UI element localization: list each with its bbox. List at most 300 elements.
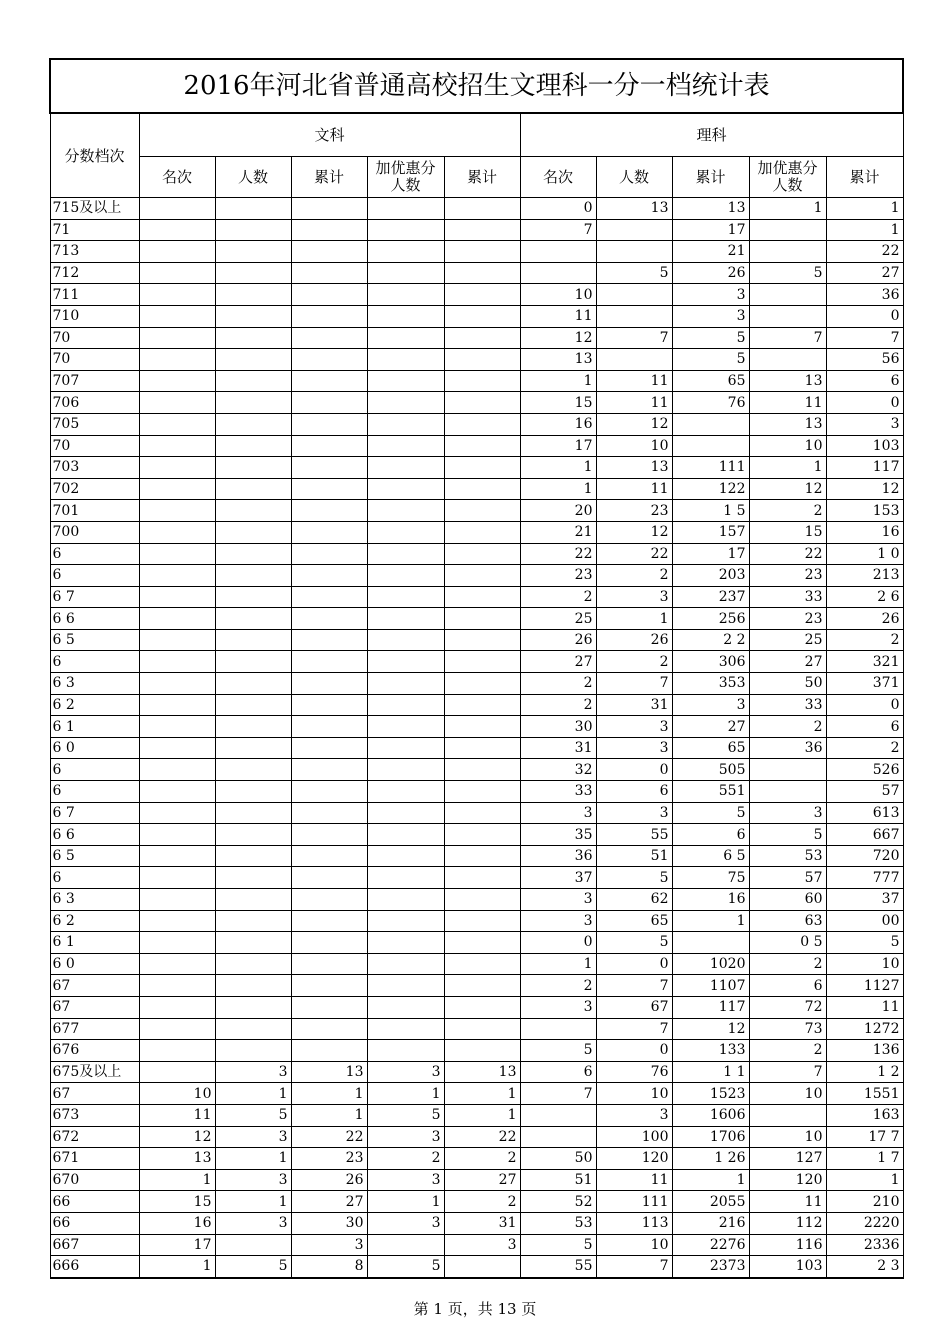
- table-cell: 2: [444, 1148, 520, 1170]
- score-cell: 666: [50, 1256, 139, 1278]
- table-row: [50, 673, 903, 695]
- table-cell: 3: [215, 1212, 291, 1234]
- table-cell: [444, 478, 520, 500]
- table-cell: 11: [596, 478, 672, 500]
- table-cell: 30: [520, 716, 596, 738]
- table-cell: [139, 435, 215, 457]
- table-cell: 1: [139, 1169, 215, 1191]
- table-cell: 1: [672, 910, 749, 932]
- table-cell: [367, 478, 444, 500]
- score-cell: 6 3: [50, 673, 139, 695]
- table-cell: [291, 435, 367, 457]
- table-cell: 10: [749, 435, 826, 457]
- table-cell: 256: [672, 608, 749, 630]
- table-cell: [215, 521, 291, 543]
- score-cell: 703: [50, 457, 139, 479]
- table-cell: 13: [596, 457, 672, 479]
- table-cell: [520, 1018, 596, 1040]
- table-cell: [139, 781, 215, 803]
- table-row: [50, 565, 903, 587]
- table-cell: 15: [749, 521, 826, 543]
- table-cell: 27: [826, 262, 903, 284]
- table-cell: 10: [749, 1083, 826, 1105]
- table-cell: [444, 802, 520, 824]
- score-cell: 673: [50, 1104, 139, 1126]
- table-cell: [444, 889, 520, 911]
- table-cell: [291, 521, 367, 543]
- table-cell: 51: [520, 1169, 596, 1191]
- table-cell: 237: [672, 586, 749, 608]
- score-cell: 710: [50, 305, 139, 327]
- table-cell: 13: [672, 198, 749, 220]
- table-row: [50, 824, 903, 846]
- score-cell: 6 3: [50, 889, 139, 911]
- table-cell: 353: [672, 673, 749, 695]
- table-cell: [139, 889, 215, 911]
- score-cell: 677: [50, 1018, 139, 1040]
- table-cell: [444, 262, 520, 284]
- table-cell: [215, 305, 291, 327]
- table-cell: [215, 370, 291, 392]
- table-cell: 57: [749, 867, 826, 889]
- table-cell: 27: [291, 1191, 367, 1213]
- like-bonus-cumulative-header: 累计: [826, 157, 903, 198]
- table-cell: 2276: [672, 1234, 749, 1256]
- table-cell: 5: [596, 262, 672, 284]
- table-cell: 3: [367, 1061, 444, 1083]
- table-cell: 3: [672, 305, 749, 327]
- table-cell: [444, 521, 520, 543]
- table-cell: 22: [596, 543, 672, 565]
- table-cell: 21: [520, 521, 596, 543]
- table-cell: 22: [444, 1126, 520, 1148]
- table-cell: 6: [749, 975, 826, 997]
- table-cell: [367, 392, 444, 414]
- table-cell: 60: [749, 889, 826, 911]
- table-cell: 23: [749, 565, 826, 587]
- table-row: [50, 1191, 903, 1213]
- table-cell: 5: [596, 932, 672, 954]
- table-cell: 16: [139, 1212, 215, 1234]
- table-cell: [444, 284, 520, 306]
- table-cell: 3: [367, 1212, 444, 1234]
- table-cell: 21: [672, 241, 749, 263]
- table-cell: [749, 284, 826, 306]
- table-cell: 7: [826, 327, 903, 349]
- table-cell: 3: [672, 284, 749, 306]
- table-cell: 1: [215, 1191, 291, 1213]
- table-cell: [215, 219, 291, 241]
- wenke-bonus-cumulative-header: 累计: [444, 157, 520, 198]
- table-cell: [444, 716, 520, 738]
- table-row: [50, 889, 903, 911]
- table-cell: [215, 651, 291, 673]
- table-cell: [215, 759, 291, 781]
- table-cell: [367, 349, 444, 371]
- table-cell: 157: [672, 521, 749, 543]
- table-cell: [444, 608, 520, 630]
- table-row: [50, 241, 903, 263]
- score-cell: 6 0: [50, 953, 139, 975]
- table-cell: [367, 716, 444, 738]
- table-row: [50, 543, 903, 565]
- table-row: [50, 867, 903, 889]
- table-cell: [139, 241, 215, 263]
- table-cell: 50: [749, 673, 826, 695]
- table-cell: 3: [596, 716, 672, 738]
- table-cell: 5: [672, 327, 749, 349]
- table-cell: [367, 996, 444, 1018]
- table-row: [50, 845, 903, 867]
- table-cell: [367, 737, 444, 759]
- table-cell: 53: [749, 845, 826, 867]
- table-cell: 5: [520, 1234, 596, 1256]
- table-cell: [367, 673, 444, 695]
- table-row: [50, 608, 903, 630]
- table-cell: 111: [596, 1191, 672, 1213]
- table-cell: 25: [749, 629, 826, 651]
- table-cell: 12: [826, 478, 903, 500]
- score-cell: 713: [50, 241, 139, 263]
- table-cell: [367, 1018, 444, 1040]
- table-cell: 10: [596, 1234, 672, 1256]
- table-cell: [215, 262, 291, 284]
- table-cell: [139, 716, 215, 738]
- table-cell: [444, 392, 520, 414]
- table-cell: [215, 327, 291, 349]
- score-cell: 71: [50, 219, 139, 241]
- table-cell: 1: [367, 1191, 444, 1213]
- table-cell: [291, 781, 367, 803]
- score-cell: 70: [50, 349, 139, 371]
- table-cell: 103: [826, 435, 903, 457]
- table-cell: 1: [749, 457, 826, 479]
- table-cell: [139, 673, 215, 695]
- table-cell: [139, 629, 215, 651]
- table-cell: [215, 802, 291, 824]
- table-cell: 2: [520, 673, 596, 695]
- table-row: [50, 651, 903, 673]
- table-cell: [520, 262, 596, 284]
- table-cell: 133: [672, 1040, 749, 1062]
- table-cell: 11: [596, 392, 672, 414]
- table-cell: 10: [139, 1083, 215, 1105]
- table-cell: 613: [826, 802, 903, 824]
- table-cell: 12: [139, 1126, 215, 1148]
- table-cell: [139, 413, 215, 435]
- wenke-cumulative-header: 累计: [291, 157, 367, 198]
- score-cell: 700: [50, 521, 139, 543]
- table-cell: [444, 629, 520, 651]
- table-cell: [139, 284, 215, 306]
- table-row: [50, 198, 903, 220]
- table-cell: 2: [520, 586, 596, 608]
- table-cell: [215, 953, 291, 975]
- table-cell: [215, 586, 291, 608]
- table-cell: 3: [215, 1061, 291, 1083]
- table-cell: 1706: [672, 1126, 749, 1148]
- table-cell: 55: [596, 824, 672, 846]
- table-cell: [367, 284, 444, 306]
- table-cell: 3: [520, 889, 596, 911]
- table-cell: [291, 651, 367, 673]
- table-cell: 2: [749, 716, 826, 738]
- table-cell: 10: [596, 1083, 672, 1105]
- table-cell: [291, 370, 367, 392]
- table-cell: 6: [596, 781, 672, 803]
- table-cell: [215, 1040, 291, 1062]
- table-cell: 1: [139, 1256, 215, 1278]
- table-cell: 3: [291, 1234, 367, 1256]
- table-cell: 1 5: [672, 500, 749, 522]
- table-cell: 120: [749, 1169, 826, 1191]
- table-cell: [367, 435, 444, 457]
- table-cell: [749, 305, 826, 327]
- table-cell: 2: [520, 694, 596, 716]
- table-cell: 0: [826, 694, 903, 716]
- table-row: [50, 1018, 903, 1040]
- table-cell: 1606: [672, 1104, 749, 1126]
- table-cell: 5: [520, 1040, 596, 1062]
- table-cell: [291, 219, 367, 241]
- score-column-header: 分数档次: [50, 113, 139, 198]
- table-cell: 75: [672, 867, 749, 889]
- table-cell: 13: [749, 370, 826, 392]
- table-row: [50, 500, 903, 522]
- table-cell: [215, 781, 291, 803]
- table-cell: 11: [749, 392, 826, 414]
- table-row: [50, 1083, 903, 1105]
- score-cell: 67: [50, 975, 139, 997]
- table-row: [50, 370, 903, 392]
- table-cell: [367, 910, 444, 932]
- table-row: [50, 284, 903, 306]
- table-cell: [291, 305, 367, 327]
- table-cell: [596, 284, 672, 306]
- like-bonus-count-header: 加优惠分人数: [749, 157, 826, 198]
- table-cell: 1: [672, 1169, 749, 1191]
- table-cell: 6: [826, 716, 903, 738]
- table-cell: [367, 867, 444, 889]
- table-cell: 65: [596, 910, 672, 932]
- table-row: [50, 694, 903, 716]
- table-cell: 0: [520, 198, 596, 220]
- score-cell: 6 7: [50, 802, 139, 824]
- table-cell: [596, 219, 672, 241]
- table-cell: [367, 219, 444, 241]
- table-row: [50, 975, 903, 997]
- table-cell: 0: [520, 932, 596, 954]
- table-cell: 0: [826, 392, 903, 414]
- table-row: [50, 802, 903, 824]
- table-cell: 13: [749, 413, 826, 435]
- table-cell: 37: [520, 867, 596, 889]
- table-cell: [367, 543, 444, 565]
- table-cell: [444, 673, 520, 695]
- table-cell: 13: [444, 1061, 520, 1083]
- table-cell: [520, 241, 596, 263]
- table-cell: [139, 219, 215, 241]
- wenke-bonus-count-header: 加优惠分人数: [367, 157, 444, 198]
- table-cell: [291, 586, 367, 608]
- table-cell: [139, 198, 215, 220]
- table-cell: [139, 694, 215, 716]
- table-cell: 120: [596, 1148, 672, 1170]
- table-cell: [444, 975, 520, 997]
- wenke-header: 文科: [139, 113, 520, 157]
- table-cell: [291, 241, 367, 263]
- table-cell: 31: [520, 737, 596, 759]
- table-cell: 111: [672, 457, 749, 479]
- table-cell: [291, 413, 367, 435]
- table-cell: 5: [749, 824, 826, 846]
- score-cell: 6 7: [50, 586, 139, 608]
- score-cell: 6 6: [50, 608, 139, 630]
- table-cell: 1551: [826, 1083, 903, 1105]
- table-cell: 2055: [672, 1191, 749, 1213]
- table-cell: [444, 305, 520, 327]
- table-cell: [291, 716, 367, 738]
- table-cell: [139, 327, 215, 349]
- table-cell: [444, 694, 520, 716]
- table-cell: 5: [672, 802, 749, 824]
- table-cell: [444, 759, 520, 781]
- score-cell: 6 5: [50, 629, 139, 651]
- score-cell: 712: [50, 262, 139, 284]
- table-cell: 1: [367, 1083, 444, 1105]
- like-cumulative-header: 累计: [672, 157, 749, 198]
- table-row: [50, 629, 903, 651]
- table-cell: [215, 543, 291, 565]
- table-cell: 56: [826, 349, 903, 371]
- score-cell: 67: [50, 1083, 139, 1105]
- table-cell: 5: [215, 1104, 291, 1126]
- table-cell: 0: [596, 1040, 672, 1062]
- table-cell: 3: [596, 586, 672, 608]
- table-cell: [367, 327, 444, 349]
- table-row: [50, 392, 903, 414]
- table-cell: 1 26: [672, 1148, 749, 1170]
- table-cell: 117: [826, 457, 903, 479]
- table-cell: [367, 781, 444, 803]
- table-cell: 1 1: [672, 1061, 749, 1083]
- table-cell: 7: [749, 327, 826, 349]
- table-cell: [291, 262, 367, 284]
- score-cell: 715及以上: [50, 198, 139, 220]
- table-cell: [749, 241, 826, 263]
- table-cell: 5: [672, 349, 749, 371]
- table-cell: [139, 1061, 215, 1083]
- score-cell: 6 1: [50, 932, 139, 954]
- table-cell: 7: [749, 1061, 826, 1083]
- like-count-header: 人数: [596, 157, 672, 198]
- table-cell: [291, 1018, 367, 1040]
- table-row: [50, 996, 903, 1018]
- table-cell: [749, 781, 826, 803]
- table-cell: [291, 349, 367, 371]
- table-cell: 3: [367, 1169, 444, 1191]
- table-cell: [367, 1040, 444, 1062]
- table-cell: 22: [520, 543, 596, 565]
- table-cell: 3: [367, 1126, 444, 1148]
- like-rank-header: 名次: [520, 157, 596, 198]
- page-title: 2016年河北省普通高校招生文理科一分一档统计表: [50, 59, 903, 113]
- table-cell: 13: [596, 198, 672, 220]
- table-row: [50, 457, 903, 479]
- table-cell: [215, 392, 291, 414]
- score-cell: 6: [50, 651, 139, 673]
- table-cell: 1 0: [826, 543, 903, 565]
- table-cell: [444, 867, 520, 889]
- table-cell: 0: [826, 305, 903, 327]
- table-cell: [139, 910, 215, 932]
- table-row: [50, 932, 903, 954]
- table-cell: 551: [672, 781, 749, 803]
- table-cell: 667: [826, 824, 903, 846]
- table-cell: [215, 975, 291, 997]
- table-cell: 2 6: [826, 586, 903, 608]
- table-cell: [367, 802, 444, 824]
- table-cell: [291, 737, 367, 759]
- table-cell: [291, 198, 367, 220]
- table-cell: 777: [826, 867, 903, 889]
- table-cell: 5: [215, 1256, 291, 1278]
- table-cell: 3: [596, 802, 672, 824]
- table-cell: [139, 737, 215, 759]
- table-cell: 306: [672, 651, 749, 673]
- table-cell: 1: [749, 198, 826, 220]
- table-cell: [215, 435, 291, 457]
- table-cell: 6 5: [672, 845, 749, 867]
- table-cell: 62: [596, 889, 672, 911]
- table-cell: 153: [826, 500, 903, 522]
- table-cell: [596, 305, 672, 327]
- table-cell: [672, 413, 749, 435]
- table-cell: [749, 1104, 826, 1126]
- table-cell: 33: [749, 586, 826, 608]
- table-cell: 8: [291, 1256, 367, 1278]
- table-cell: [139, 953, 215, 975]
- table-cell: [291, 673, 367, 695]
- table-cell: 26: [520, 629, 596, 651]
- table-cell: 213: [826, 565, 903, 587]
- table-cell: [291, 996, 367, 1018]
- table-cell: [139, 845, 215, 867]
- table-cell: 11: [596, 370, 672, 392]
- table-cell: 76: [672, 392, 749, 414]
- table-cell: 321: [826, 651, 903, 673]
- table-cell: 55: [520, 1256, 596, 1278]
- table-cell: 1 2: [826, 1061, 903, 1083]
- table-cell: 2 3: [826, 1256, 903, 1278]
- table-cell: 22: [826, 241, 903, 263]
- table-cell: [215, 824, 291, 846]
- table-cell: 1107: [672, 975, 749, 997]
- table-cell: 720: [826, 845, 903, 867]
- table-cell: [444, 543, 520, 565]
- table-row: [50, 1148, 903, 1170]
- table-cell: [444, 198, 520, 220]
- table-row: [50, 262, 903, 284]
- score-cell: 6 6: [50, 824, 139, 846]
- table-cell: [444, 370, 520, 392]
- table-cell: 11: [520, 305, 596, 327]
- table-cell: [672, 435, 749, 457]
- table-cell: 122: [672, 478, 749, 500]
- table-cell: 16: [672, 889, 749, 911]
- score-cell: 70: [50, 327, 139, 349]
- table-cell: [291, 932, 367, 954]
